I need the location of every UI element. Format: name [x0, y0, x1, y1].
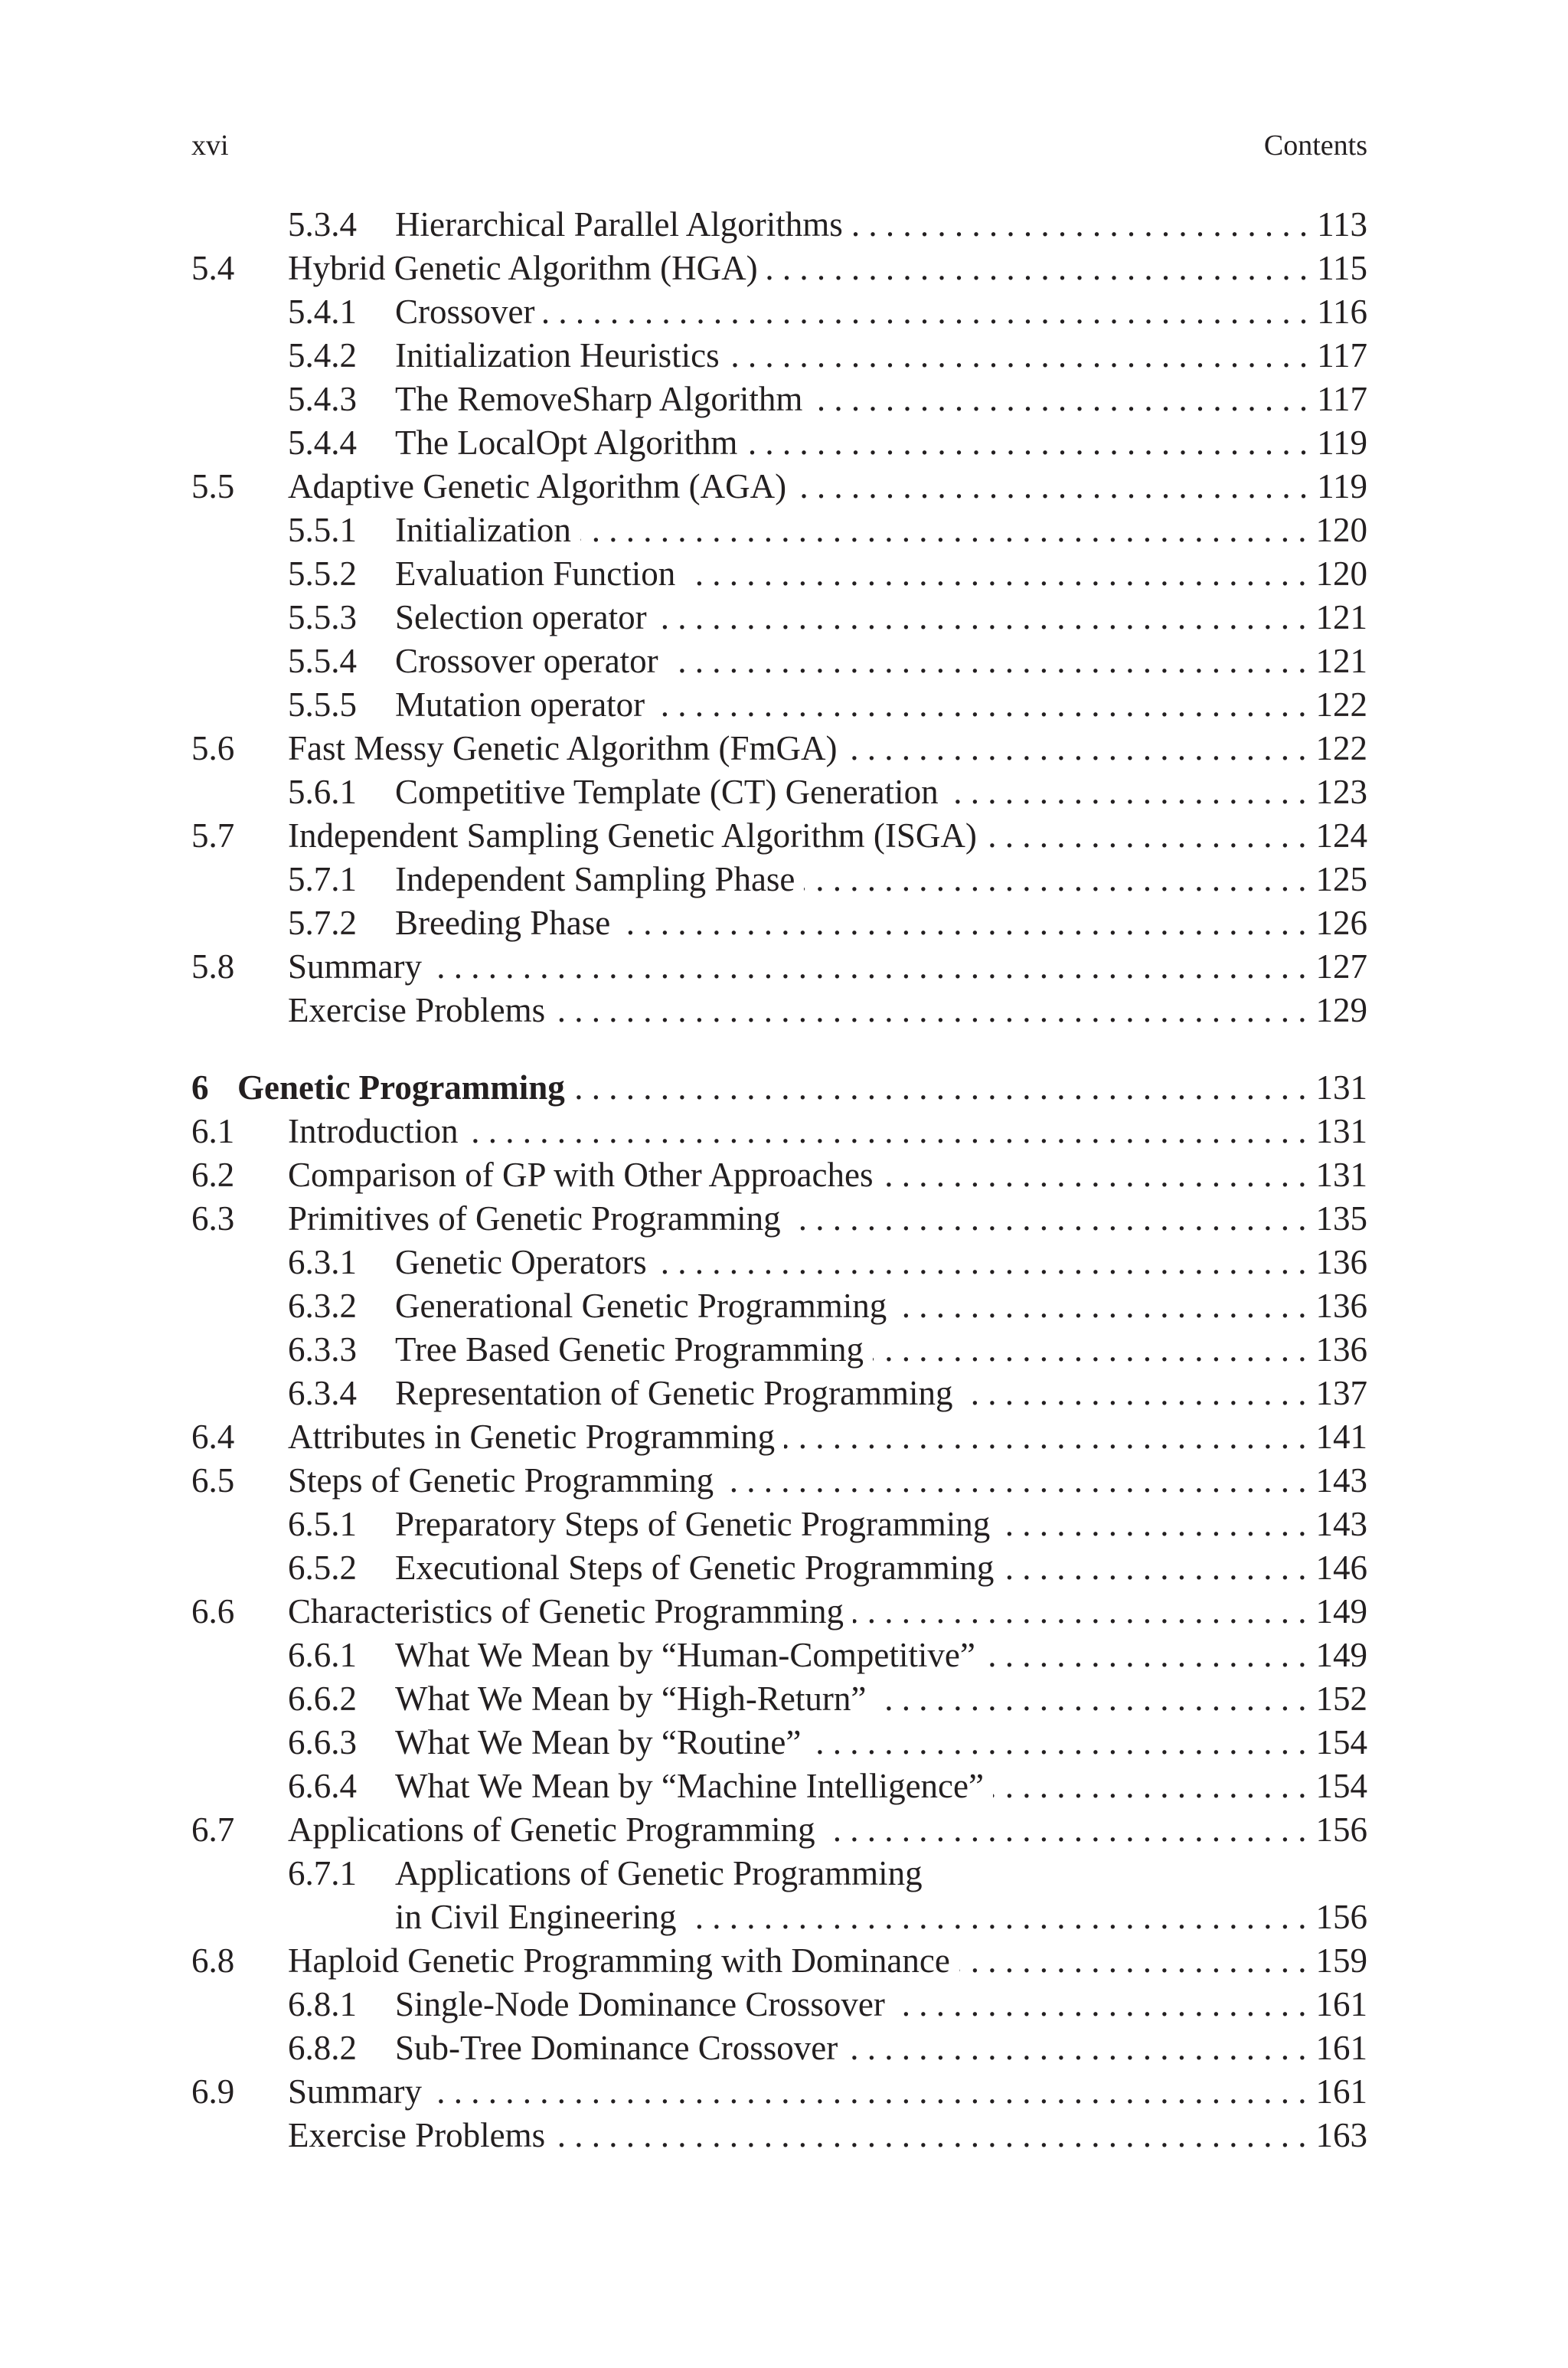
toc-entry-section — [191, 1808, 1367, 1852]
toc-title: The LocalOpt Algorithm — [395, 424, 738, 462]
toc-number: 6.3 — [191, 1199, 235, 1238]
toc-chapter-title: Genetic Programming — [237, 1068, 565, 1107]
toc-page: 152 — [1315, 1680, 1367, 1718]
toc-page: 131 — [1315, 1112, 1367, 1150]
dot-leader — [656, 596, 1307, 639]
dot-leader — [790, 1197, 1307, 1241]
toc-title: Steps of Genetic Programming — [288, 1461, 714, 1500]
toc-entry-section — [191, 1590, 1367, 1634]
toc-page: 119 — [1317, 467, 1367, 505]
toc-page: 143 — [1315, 1505, 1367, 1543]
dot-leader — [580, 509, 1307, 552]
toc-entry-subsection — [191, 639, 1367, 683]
toc-page: 161 — [1315, 2029, 1367, 2067]
dot-leader — [853, 1590, 1306, 1634]
toc-title: Executional Steps of Genetic Programming — [395, 1549, 995, 1587]
toc-number: 5.4.4 — [288, 424, 357, 462]
dot-leader — [767, 247, 1308, 290]
toc-number: 6.3.2 — [288, 1287, 357, 1325]
dot-leader — [554, 2114, 1306, 2157]
toc-title: Comparison of GP with Other Approaches — [288, 1156, 874, 1194]
table-of-contents — [191, 203, 1367, 2157]
running-head — [191, 127, 1367, 164]
dot-leader — [795, 465, 1308, 509]
dot-leader — [467, 1110, 1306, 1153]
toc-chapter-number: 6 — [191, 1068, 209, 1107]
toc-number: 6.5 — [191, 1461, 235, 1500]
toc-entry-subsection — [191, 203, 1367, 247]
toc-title: Applications of Genetic Programming — [395, 1854, 923, 1892]
toc-page: 116 — [1317, 293, 1367, 331]
toc-entry-subsection — [191, 770, 1367, 814]
toc-number: 5.6.1 — [288, 773, 357, 811]
toc-page: 124 — [1315, 816, 1367, 855]
toc-title: Sub-Tree Dominance Crossover — [395, 2029, 838, 2067]
toc-entry-subsection — [191, 683, 1367, 727]
toc-title: Adaptive Genetic Algorithm (AGA) — [288, 467, 787, 505]
dot-leader — [999, 1503, 1306, 1546]
toc-page: 149 — [1315, 1636, 1367, 1674]
toc-entry-section — [191, 1459, 1367, 1503]
toc-title: Crossover — [395, 293, 535, 331]
toc-title: Representation of Genetic Programming — [395, 1374, 953, 1412]
toc-entry-section — [191, 1197, 1367, 1241]
toc-number: 6.9 — [191, 2072, 235, 2111]
toc-entry-subsection — [191, 290, 1367, 334]
toc-page: 123 — [1315, 773, 1367, 811]
toc-entry-subsection — [191, 1284, 1367, 1328]
dot-leader — [554, 989, 1306, 1032]
dot-leader — [812, 378, 1308, 421]
toc-title: Genetic Operators — [395, 1243, 647, 1281]
toc-page: 154 — [1315, 1723, 1367, 1761]
toc-page: 137 — [1315, 1374, 1367, 1412]
toc-number: 6.6.4 — [288, 1767, 357, 1805]
toc-number: 6.6.2 — [288, 1680, 357, 1718]
toc-page: 161 — [1315, 1985, 1367, 2023]
toc-title: Generational Genetic Programming — [395, 1287, 887, 1325]
dot-leader — [993, 1765, 1307, 1808]
toc-number: 6.3.3 — [288, 1330, 357, 1369]
toc-page: 161 — [1315, 2072, 1367, 2111]
toc-entry-subsection — [191, 1328, 1367, 1372]
toc-title: Independent Sampling Phase — [395, 860, 795, 898]
toc-title: What We Mean by “Routine” — [395, 1723, 802, 1761]
toc-number: 6.3.1 — [288, 1243, 357, 1281]
toc-title: Preparatory Steps of Genetic Programming — [395, 1505, 991, 1543]
dot-leader — [431, 945, 1307, 989]
toc-page: 117 — [1317, 380, 1367, 418]
toc-number: 6.4 — [191, 1418, 235, 1456]
toc-number: 5.6 — [191, 729, 235, 767]
toc-number: 5.4 — [191, 249, 235, 287]
dot-leader — [985, 1634, 1307, 1677]
toc-page: 125 — [1315, 860, 1367, 898]
toc-number: 5.4.1 — [288, 293, 357, 331]
dot-leader — [875, 1677, 1306, 1721]
toc-page: 122 — [1315, 729, 1367, 767]
toc-title: Mutation operator — [395, 685, 645, 724]
toc-page: 131 — [1315, 1156, 1367, 1194]
toc-entry-subsection — [191, 1721, 1367, 1765]
dot-leader — [654, 683, 1306, 727]
toc-number: 6.8.2 — [288, 2029, 357, 2067]
toc-number: 6.2 — [191, 1156, 235, 1194]
toc-entry-section — [191, 727, 1367, 770]
toc-entry-subsection — [191, 421, 1367, 465]
dot-leader — [729, 334, 1308, 378]
dot-leader — [846, 727, 1306, 770]
toc-entry-chapter — [191, 1066, 1367, 1110]
toc-page: 135 — [1315, 1199, 1367, 1238]
toc-entry-subsection — [191, 1503, 1367, 1546]
toc-number: 6.6 — [191, 1592, 235, 1630]
toc-title: Hybrid Genetic Algorithm (HGA) — [288, 249, 758, 287]
toc-number: 6.6.3 — [288, 1723, 357, 1761]
dot-leader — [894, 1983, 1307, 2026]
dot-leader — [619, 901, 1306, 945]
toc-page: 117 — [1317, 336, 1367, 374]
dot-leader — [1003, 1546, 1306, 1590]
dot-leader — [574, 1066, 1307, 1110]
dot-leader — [544, 290, 1308, 334]
toc-page: 119 — [1317, 424, 1367, 462]
dot-leader — [882, 1153, 1306, 1197]
toc-entry-section — [191, 814, 1367, 858]
dot-leader — [825, 1808, 1307, 1852]
toc-entry-section — [191, 1110, 1367, 1153]
toc-entry-subsection — [191, 1765, 1367, 1808]
dot-leader — [852, 203, 1308, 247]
toc-page: 127 — [1315, 947, 1367, 986]
dot-leader — [804, 858, 1306, 901]
toc-number: 5.5.1 — [288, 511, 357, 549]
toc-page: 154 — [1315, 1767, 1367, 1805]
toc-entry-section — [191, 1939, 1367, 1983]
dot-leader — [684, 552, 1306, 596]
toc-page: 163 — [1315, 2116, 1367, 2154]
toc-number: 6.3.4 — [288, 1374, 357, 1412]
dot-leader — [986, 814, 1307, 858]
toc-number: 5.3.4 — [288, 205, 357, 244]
toc-title: Selection operator — [395, 598, 647, 636]
toc-entry-subsection — [191, 1372, 1367, 1415]
toc-title: What We Mean by “Human-Competitive” — [395, 1636, 975, 1674]
toc-entry-subsection — [191, 858, 1367, 901]
toc-entry-subsection — [191, 1546, 1367, 1590]
toc-title: What We Mean by “Machine Intelligence” — [395, 1767, 984, 1805]
toc-entry-section — [191, 247, 1367, 290]
toc-entry-section — [191, 2070, 1367, 2114]
toc-title: Applications of Genetic Programming — [288, 1810, 815, 1849]
toc-number: 6.7 — [191, 1810, 235, 1849]
toc-entry-section — [191, 945, 1367, 989]
toc-number: 6.5.2 — [288, 1549, 357, 1587]
toc-title: Haploid Genetic Programming with Dominance — [288, 1941, 950, 1980]
dot-leader — [896, 1284, 1306, 1328]
toc-entry-exercises — [191, 989, 1367, 1032]
toc-number: 5.8 — [191, 947, 235, 986]
toc-number: 5.7 — [191, 816, 235, 855]
toc-entry-subsection — [191, 596, 1367, 639]
dot-leader — [959, 1939, 1307, 1983]
toc-page: 126 — [1315, 904, 1367, 942]
toc-number: 5.7.2 — [288, 904, 357, 942]
toc-title: Introduction — [288, 1112, 459, 1150]
dot-leader — [685, 1895, 1306, 1939]
toc-title: Exercise Problems — [288, 2116, 546, 2154]
toc-entry-subsection — [191, 334, 1367, 378]
toc-page: 143 — [1315, 1461, 1367, 1500]
toc-number: 5.5.3 — [288, 598, 357, 636]
toc-number: 6.5.1 — [288, 1505, 357, 1543]
dot-leader — [847, 2026, 1306, 2070]
toc-title: Hierarchical Parallel Algorithms — [395, 205, 843, 244]
dot-leader — [723, 1459, 1306, 1503]
toc-number: 5.5 — [191, 467, 235, 505]
toc-title: Characteristics of Genetic Programming — [288, 1592, 844, 1630]
dot-leader — [948, 770, 1307, 814]
toc-title: Tree Based Genetic Programming — [395, 1330, 864, 1369]
page-number: xvi — [191, 129, 229, 162]
toc-title: Initialization Heuristics — [395, 336, 720, 374]
toc-title: Crossover operator — [395, 642, 658, 680]
toc-page: 115 — [1317, 249, 1367, 287]
toc-number: 5.4.3 — [288, 380, 357, 418]
toc-entry-subsection — [191, 552, 1367, 596]
dot-leader — [746, 421, 1308, 465]
toc-title: Independent Sampling Genetic Algorithm (ISGA) — [288, 816, 977, 855]
toc-page: 122 — [1315, 685, 1367, 724]
toc-page: 131 — [1315, 1068, 1367, 1107]
toc-number: 6.1 — [191, 1112, 235, 1150]
toc-title-continued: in Civil Engineering — [395, 1898, 677, 1936]
toc-number: 5.5.2 — [288, 554, 357, 593]
toc-page: 156 — [1315, 1898, 1367, 1936]
dot-leader — [810, 1721, 1306, 1765]
toc-entry-subsection — [191, 1634, 1367, 1677]
toc-entry-section — [191, 465, 1367, 509]
toc-title: Fast Messy Genetic Algorithm (FmGA) — [288, 729, 838, 767]
toc-page: 156 — [1315, 1810, 1367, 1849]
toc-entry-subsection — [191, 1241, 1367, 1284]
toc-number: 5.5.4 — [288, 642, 357, 680]
toc-title: Attributes in Genetic Programming — [288, 1418, 776, 1456]
toc-entry-exercises — [191, 2114, 1367, 2157]
toc-title: What We Mean by “High-Return” — [395, 1680, 867, 1718]
toc-entry-subsection — [191, 378, 1367, 421]
toc-entry-section — [191, 1415, 1367, 1459]
toc-title: Summary — [288, 947, 422, 986]
toc-number: 5.5.5 — [288, 685, 357, 724]
toc-page: 129 — [1315, 991, 1367, 1029]
toc-page: 121 — [1315, 598, 1367, 636]
dot-leader — [656, 1241, 1307, 1284]
toc-title: Exercise Problems — [288, 991, 546, 1029]
dot-leader — [668, 639, 1307, 683]
toc-page: 121 — [1315, 642, 1367, 680]
toc-title: Breeding Phase — [395, 904, 611, 942]
toc-page: 136 — [1315, 1243, 1367, 1281]
toc-entry-subsection — [191, 1983, 1367, 2026]
toc-page: 136 — [1315, 1330, 1367, 1369]
toc-number: 6.7.1 — [288, 1854, 357, 1892]
toc-entry-subsection — [191, 901, 1367, 945]
dot-leader — [962, 1372, 1307, 1415]
toc-entry-section — [191, 1153, 1367, 1197]
toc-entry-subsection — [191, 2026, 1367, 2070]
running-title: Contents — [1263, 129, 1367, 162]
toc-title: Primitives of Genetic Programming — [288, 1199, 781, 1238]
toc-entry-subsection — [191, 509, 1367, 552]
toc-page: 120 — [1315, 511, 1367, 549]
toc-entry-subsection — [191, 1677, 1367, 1721]
toc-title: The RemoveSharp Algorithm — [395, 380, 803, 418]
toc-title: Competitive Template (CT) Generation — [395, 773, 939, 811]
toc-page: 146 — [1315, 1549, 1367, 1587]
toc-page: 113 — [1317, 205, 1367, 244]
toc-page: 141 — [1315, 1418, 1367, 1456]
dot-leader — [784, 1415, 1306, 1459]
toc-number: 6.6.1 — [288, 1636, 357, 1674]
toc-title: Initialization — [395, 511, 571, 549]
dot-leader — [873, 1328, 1307, 1372]
toc-number: 5.4.2 — [288, 336, 357, 374]
toc-entry-subsection — [191, 1852, 1367, 1895]
toc-number: 5.7.1 — [288, 860, 357, 898]
toc-page: 120 — [1315, 554, 1367, 593]
toc-title: Single-Node Dominance Crossover — [395, 1985, 885, 2023]
toc-title: Summary — [288, 2072, 422, 2111]
toc-title: Evaluation Function — [395, 554, 676, 593]
toc-page: 159 — [1315, 1941, 1367, 1980]
dot-leader — [431, 2070, 1307, 2114]
toc-page: 149 — [1315, 1592, 1367, 1630]
toc-page: 136 — [1315, 1287, 1367, 1325]
toc-number: 6.8.1 — [288, 1985, 357, 2023]
toc-entry-continuation — [191, 1895, 1367, 1939]
toc-number: 6.8 — [191, 1941, 235, 1980]
